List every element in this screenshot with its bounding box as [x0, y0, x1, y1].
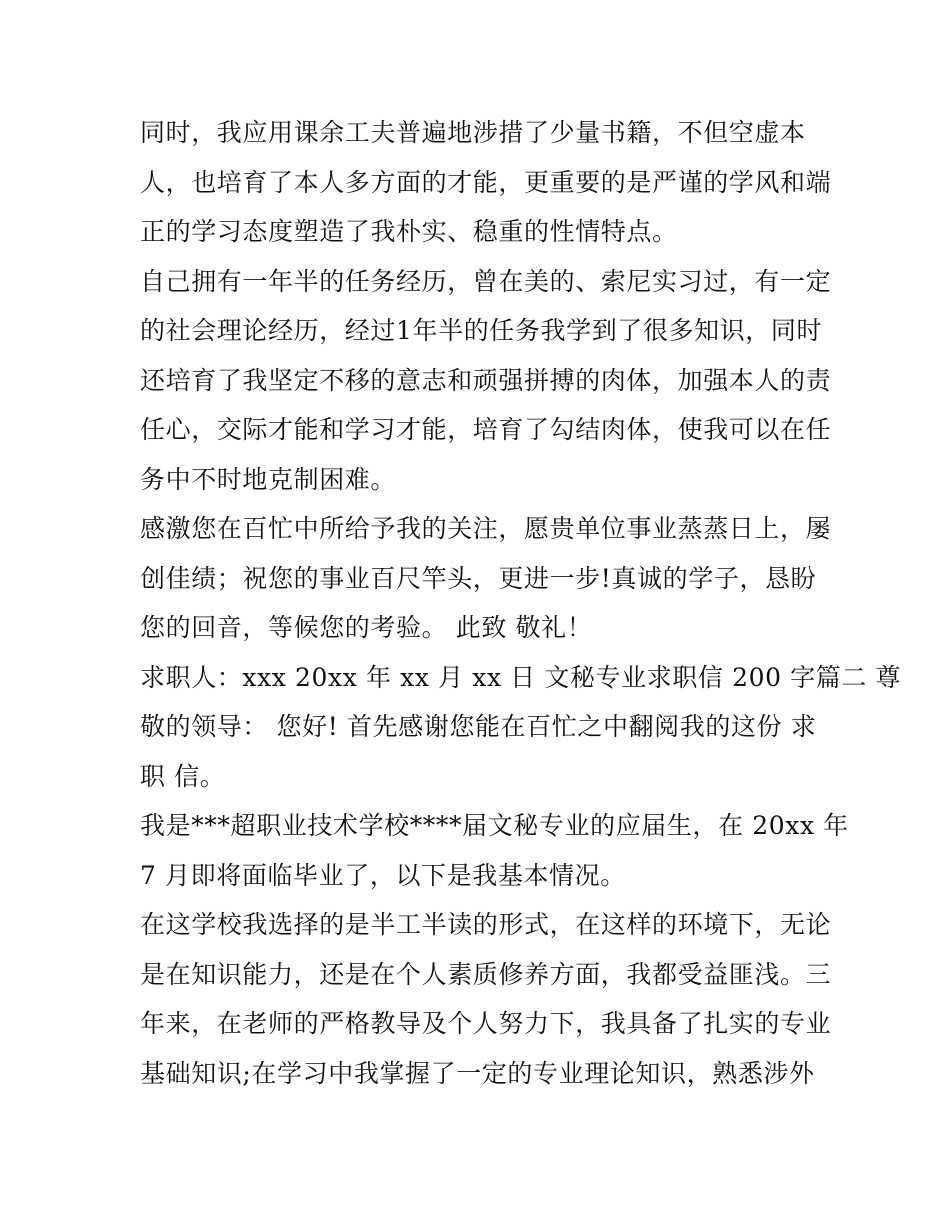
text-line: 求职人：xxx 20xx 年 xx 月 xx 日 文秘专业求职信 200 字篇二 尊 — [140, 662, 902, 692]
paragraph-2 — [140, 257, 832, 505]
text-line: 务中不时地克制困难。 — [140, 464, 397, 494]
document-body — [140, 108, 902, 1098]
paragraph-4 — [140, 653, 902, 802]
text-line: 创佳绩；祝您的事业百尺竿头，更进一步!真诚的学子，恳盼 — [140, 563, 817, 593]
text-line: 职 信。 — [140, 761, 226, 791]
text-line: 在这学校我选择的是半工半读的形式，在这样的环境下，无论 — [140, 910, 832, 939]
text-line: 感激您在百忙中所给予我的关注，愿贵单位事业蒸蒸日上，屡 — [140, 514, 832, 543]
paragraph-1 — [140, 108, 832, 257]
text-line: 正的学习态度塑造了我朴实、稳重的性情特点。 — [140, 217, 678, 246]
text-line: 人，也培育了本人多方面的才能，更重要的是严谨的学风和端 — [140, 167, 832, 197]
text-line: 年来，在老师的严格教导及个人努力下，我具备了扎实的专业 — [140, 1009, 832, 1038]
text-line: 同时，我应用课余工夫普遍地涉措了少量书籍，不但空虚本 — [140, 118, 806, 147]
text-line: 还培育了我坚定不移的意志和顽强拼搏的肉体，加强本人的责 — [140, 365, 832, 395]
paragraph-5 — [140, 801, 849, 900]
text-line: 任心，交际才能和学习才能，培育了勾结肉体，使我可以在任 — [140, 415, 832, 444]
text-line: 基础知识;在学习中我掌握了一定的专业理论知识，熟悉涉外 — [140, 1058, 815, 1088]
text-line: 是在知识能力，还是在个人素质修养方面，我都受益匪浅。三 — [140, 959, 832, 989]
paragraph-6 — [140, 900, 832, 1098]
paragraph-3 — [140, 504, 832, 653]
text-line: 的社会理论经历，经过1年半的任务我学到了很多知识，同时 — [140, 316, 823, 345]
text-line: 敬的领导： 您好! 首先感谢您能在百忙之中翻阅我的这份 求 — [140, 712, 817, 741]
text-line: 您的回音，等候您的考验。 此致 敬礼！ — [140, 613, 593, 642]
text-line: 7 月即将面临毕业了，以下是我基本情况。 — [140, 860, 626, 890]
text-line: 自己拥有一年半的任务经历，曾在美的、索尼实习过，有一定 — [140, 266, 832, 296]
text-line: 我是***超职业技术学校****届文秘专业的应届生，在 20xx 年 — [140, 811, 849, 840]
